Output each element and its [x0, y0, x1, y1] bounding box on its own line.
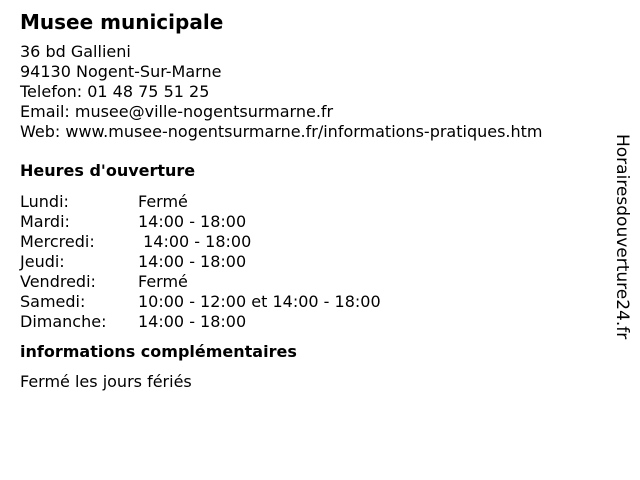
hours-time: 10:00 - 12:00 et 14:00 - 18:00	[138, 292, 381, 311]
email-line: Email: musee@ville-nogentsurmarne.fr	[20, 102, 334, 121]
additional-info-text: Fermé les jours fériés	[20, 372, 192, 391]
address-line-1: 36 bd Gallieni	[20, 42, 131, 61]
web-line: Web: www.musee-nogentsurmarne.fr/informations-pratiques.htm	[20, 122, 543, 141]
hours-day: Samedi:	[20, 292, 86, 311]
hours-day: Lundi:	[20, 192, 69, 211]
hours-day: Mardi:	[20, 212, 70, 231]
hours-row	[20, 212, 381, 232]
phone-line: Telefon: 01 48 75 51 25	[20, 82, 210, 101]
hours-time: 14:00 - 18:00	[138, 212, 247, 231]
hours-row	[20, 232, 381, 252]
hours-row	[20, 252, 381, 272]
hours-row	[20, 192, 381, 212]
site-watermark-text: Horairesdouverture24.fr	[612, 134, 632, 340]
hours-day: Jeudi:	[20, 252, 65, 271]
hours-row	[20, 292, 381, 312]
hours-day: Dimanche:	[20, 312, 107, 331]
museum-title: Musee municipale	[20, 10, 224, 34]
hours-time: Fermé	[138, 192, 188, 211]
address-line-2: 94130 Nogent-Sur-Marne	[20, 62, 222, 81]
opening-hours-heading: Heures d'ouverture	[20, 161, 196, 180]
hours-row	[20, 312, 381, 332]
museum-info-card	[20, 10, 610, 392]
hours-time: 14:00 - 18:00	[138, 232, 252, 251]
hours-time: 14:00 - 18:00	[138, 312, 247, 331]
hours-time: Fermé	[138, 272, 188, 291]
opening-hours-table	[20, 192, 381, 332]
hours-day: Vendredi:	[20, 272, 96, 291]
additional-info-heading: informations complémentaires	[20, 342, 297, 361]
hours-row	[20, 272, 381, 292]
hours-day: Mercredi:	[20, 232, 95, 251]
hours-time: 14:00 - 18:00	[138, 252, 247, 271]
